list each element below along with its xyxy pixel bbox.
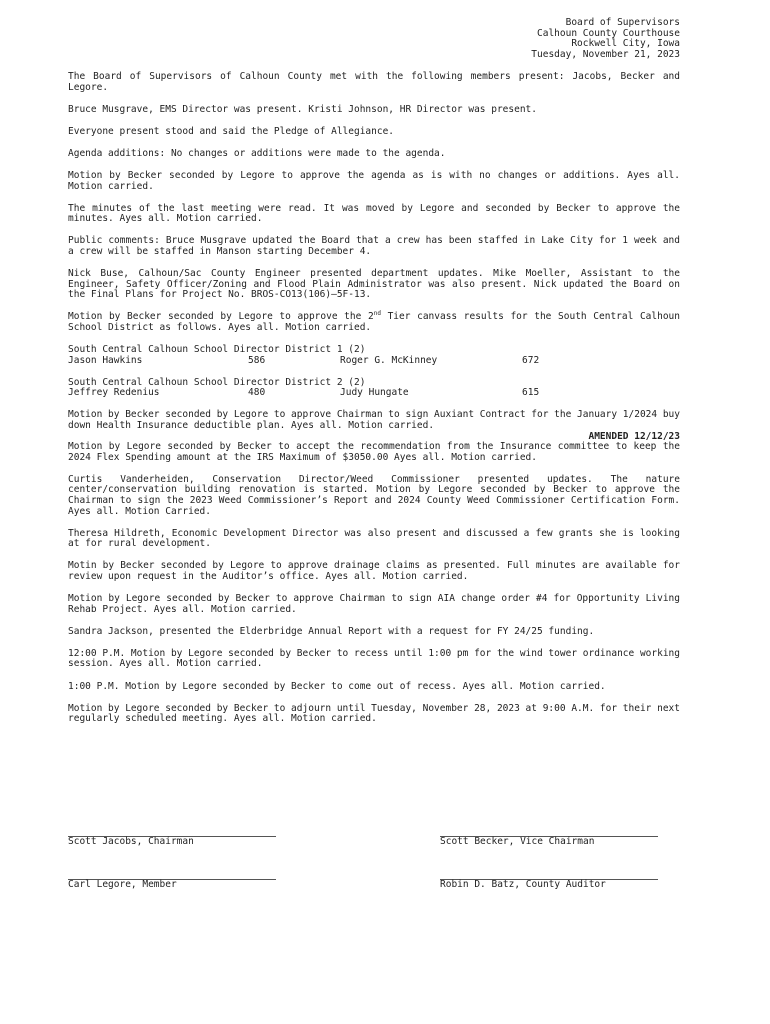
paragraph-out-of-recess: 1:00 P.M. Motion by Legore seconded by Becker to come out of recess. Ayes all. Motion carried. (68, 680, 606, 692)
district-2-results (68, 378, 680, 399)
paragraph-conservation: Curtis Vanderheiden, Conservation Director/Weed Commissioner presented updates. The nature center/conservation building renovation is started. Motion by Legore seconded by Becker to approve the Chairman to sign the 2023 Weed Commissioner’s Report and 2024 County Weed Commissioner Certification Form. Ayes all. Motion Carried. (68, 473, 680, 517)
candidate-votes: 615 (522, 387, 540, 399)
district-1-row (68, 356, 680, 367)
header-date: Tuesday, November 21, 2023 (531, 48, 680, 60)
paragraph-adjourn: Motion by Legore seconded by Becker to adjourn until Tuesday, November 28, 2023 at 9:00 A.M. for their next regularly scheduled meeting. Ayes all. Motion carried. (68, 702, 680, 725)
paragraph-economic-development: Theresa Hildreth, Economic Development Director was also present and discussed a few grants she is looking at for rural development. (68, 527, 680, 550)
amended-note: AMENDED 12/12/23 (588, 430, 680, 442)
ordinal-suffix: nd (373, 310, 381, 318)
signature-name: Carl Legore, Member (68, 879, 177, 890)
paragraph-flex-spending: Motion by Legore seconded by Becker to accept the recommendation from the Insurance committee to keep the 2024 Flex Spending amount at the IRS Maximum of $3050.00 Ayes all. Motion carried. (68, 441, 680, 463)
candidate-name: Judy Hungate (340, 387, 409, 399)
paragraph-agenda-additions: Agenda additions: No changes or additions were made to the agenda. (68, 147, 446, 159)
paragraph-pledge: Everyone present stood and said the Pledge of Allegiance. (68, 125, 395, 137)
paragraph-auxiant-contract: Motion by Becker seconded by Legore to approve Chairman to sign Auxiant Contract for the January 1/2024 buy down Health Insurance deductible plan. Ayes all. Motion carried. (68, 409, 680, 431)
paragraph-directors-present: Bruce Musgrave, EMS Director was present. Kristi Johnson, HR Director was present. (68, 103, 537, 115)
document-header (531, 18, 680, 60)
district-1-heading: South Central Calhoun School Director District 1 (2) (68, 344, 366, 355)
signature-name: Scott Becker, Vice Chairman (440, 836, 595, 847)
candidate-votes: 586 (248, 354, 266, 366)
signature-row (68, 873, 680, 916)
district-2-heading: South Central Calhoun School Director District 2 (2) (68, 376, 366, 388)
signature-auditor (440, 873, 680, 916)
header-city: Rockwell City, Iowa (571, 38, 680, 50)
signature-chairman (68, 830, 308, 873)
canvass-text-b: Tier canvass results for the South Central Calhoun School District as follows. Ayes all. Motion carried. (68, 311, 680, 333)
signature-name: Scott Jacobs, Chairman (68, 836, 194, 847)
paragraph-elderbridge: Sandra Jackson, presented the Elderbridge Annual Report with a request for FY 24/25 funding. (68, 625, 595, 637)
district-1-results (68, 345, 680, 366)
candidate-name: Jason Hawkins (68, 354, 143, 366)
paragraph-drainage-claims: Motin by Becker seconded by Legore to approve drainage claims as presented. Full minutes are available for review upon request in the Auditor’s office. Ayes all. Motion carried. (68, 560, 680, 582)
candidate-name: Roger G. McKinney (340, 354, 438, 366)
paragraph-engineer-updates: Nick Buse, Calhoun/Sac County Engineer presented department updates. Mike Moeller, Assistant to the Engineer, Safety Officer/Zoning and Flood Plain Administrator was also present. Nick updated the Board on the Final Plans for Project No. BROS-CO13(106)—5F-13. (68, 268, 680, 301)
paragraph-aia-change-order: Motion by Legore seconded by Becker to approve Chairman to sign AIA change order #4 for Opportunity Living Rehab Project. Ayes all. Motion carried. (68, 593, 680, 615)
signature-name: Robin D. Batz, County Auditor (440, 879, 606, 890)
signature-member (68, 873, 308, 916)
paragraph-minutes-motion: The minutes of the last meeting were read. It was moved by Legore and seconded by Becker to approve the minutes. Ayes all. Motion carried. (68, 202, 680, 225)
canvass-text-a: Motion by Becker seconded by Legore to approve the 2 (68, 311, 374, 323)
candidate-votes: 672 (522, 354, 540, 366)
paragraph-members-present: The Board of Supervisors of Calhoun County met with the following members present: Jacobs, Becker and Legore. (68, 71, 680, 93)
minutes-body (68, 72, 680, 736)
header-board: Board of Supervisors (565, 17, 680, 28)
paragraph-recess: 12:00 P.M. Motion by Legore seconded by Becker to recess until 1:00 pm for the wind tower ordinance working session. Ayes all. Motion carried. (68, 647, 680, 670)
paragraph-canvass-motion (68, 312, 680, 333)
paragraph-public-comments: Public comments: Bruce Musgrave updated the Board that a crew has been staffed in Lake City for 1 week and a crew will be staffed in Manson starting December 4. (68, 235, 680, 257)
signature-row (68, 830, 680, 873)
signature-block (68, 830, 680, 916)
candidate-votes: 480 (248, 387, 266, 399)
district-2-row (68, 388, 680, 399)
signature-vice-chairman (440, 830, 680, 873)
candidate-name: Jeffrey Redenius (68, 387, 160, 399)
paragraph-agenda-motion: Motion by Becker seconded by Legore to approve the agenda as is with no changes or additions. Ayes all. Motion carried. (68, 169, 680, 192)
header-courthouse: Calhoun County Courthouse (537, 27, 680, 39)
